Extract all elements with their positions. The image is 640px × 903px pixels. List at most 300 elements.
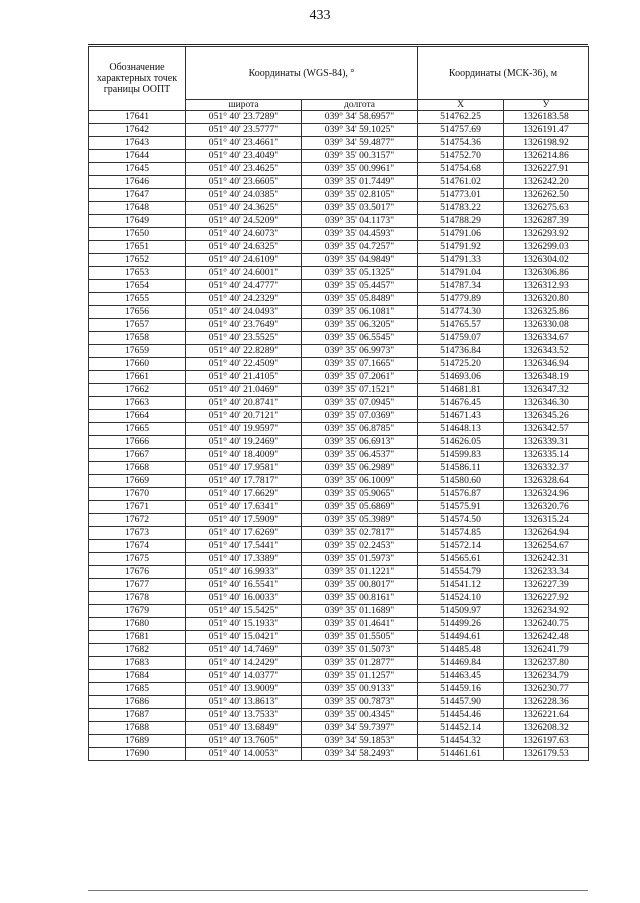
latitude-cell: 051° 40' 20.8741" xyxy=(186,397,302,410)
y-cell: 1326191.47 xyxy=(504,124,589,137)
x-cell: 514469.84 xyxy=(418,657,504,670)
y-cell: 1326332.37 xyxy=(504,462,589,475)
table-row xyxy=(89,670,589,683)
point-id-cell: 17666 xyxy=(89,436,186,449)
y-cell: 1326275.63 xyxy=(504,202,589,215)
y-cell: 1326330.08 xyxy=(504,319,589,332)
x-cell: 514676.45 xyxy=(418,397,504,410)
table-row xyxy=(89,579,589,592)
point-id-cell: 17685 xyxy=(89,683,186,696)
longitude-cell: 039° 35' 05.6869" xyxy=(302,501,418,514)
table-row xyxy=(89,267,589,280)
y-cell: 1326304.02 xyxy=(504,254,589,267)
table-row xyxy=(89,735,589,748)
point-id-cell: 17675 xyxy=(89,553,186,566)
longitude-cell: 039° 35' 01.1221" xyxy=(302,566,418,579)
y-cell: 1326320.80 xyxy=(504,293,589,306)
point-id-cell: 17674 xyxy=(89,540,186,553)
latitude-cell: 051° 40' 24.6109" xyxy=(186,254,302,267)
latitude-cell: 051° 40' 13.7605" xyxy=(186,735,302,748)
table-row xyxy=(89,644,589,657)
point-id-cell: 17654 xyxy=(89,280,186,293)
point-id-cell: 17647 xyxy=(89,189,186,202)
latitude-cell: 051° 40' 13.8613" xyxy=(186,696,302,709)
longitude-cell: 039° 35' 06.9973" xyxy=(302,345,418,358)
table-row xyxy=(89,475,589,488)
table-row xyxy=(89,449,589,462)
point-id-cell: 17651 xyxy=(89,241,186,254)
table-row xyxy=(89,514,589,527)
bottom-rule xyxy=(88,890,588,891)
latitude-cell: 051° 40' 14.0377" xyxy=(186,670,302,683)
latitude-cell: 051° 40' 14.2429" xyxy=(186,657,302,670)
latitude-cell: 051° 40' 17.6629" xyxy=(186,488,302,501)
y-cell: 1326234.79 xyxy=(504,670,589,683)
longitude-cell: 039° 35' 00.8017" xyxy=(302,579,418,592)
latitude-cell: 051° 40' 24.3625" xyxy=(186,202,302,215)
latitude-cell: 051° 40' 19.2469" xyxy=(186,436,302,449)
latitude-cell: 051° 40' 19.9597" xyxy=(186,423,302,436)
longitude-cell: 039° 35' 01.5505" xyxy=(302,631,418,644)
table-row xyxy=(89,176,589,189)
latitude-cell: 051° 40' 23.4049" xyxy=(186,150,302,163)
longitude-cell: 039° 35' 06.6913" xyxy=(302,436,418,449)
table-row xyxy=(89,527,589,540)
point-id-cell: 17677 xyxy=(89,579,186,592)
latitude-cell: 051° 40' 23.4625" xyxy=(186,163,302,176)
x-cell: 514576.87 xyxy=(418,488,504,501)
point-id-cell: 17645 xyxy=(89,163,186,176)
point-id-cell: 17686 xyxy=(89,696,186,709)
point-id-cell: 17652 xyxy=(89,254,186,267)
longitude-cell: 039° 35' 05.9065" xyxy=(302,488,418,501)
table-row xyxy=(89,748,589,761)
latitude-cell: 051° 40' 21.0469" xyxy=(186,384,302,397)
table-row xyxy=(89,553,589,566)
point-id-cell: 17689 xyxy=(89,735,186,748)
longitude-cell: 039° 35' 05.8489" xyxy=(302,293,418,306)
x-cell: 514454.32 xyxy=(418,735,504,748)
table-row xyxy=(89,618,589,631)
point-id-cell: 17664 xyxy=(89,410,186,423)
y-cell: 1326242.48 xyxy=(504,631,589,644)
x-cell: 514783.22 xyxy=(418,202,504,215)
y-cell: 1326312.93 xyxy=(504,280,589,293)
header-y: У xyxy=(504,100,589,111)
longitude-cell: 039° 35' 02.2453" xyxy=(302,540,418,553)
table-row xyxy=(89,592,589,605)
latitude-cell: 051° 40' 23.7649" xyxy=(186,319,302,332)
y-cell: 1326227.91 xyxy=(504,163,589,176)
longitude-cell: 039° 35' 00.3157" xyxy=(302,150,418,163)
x-cell: 514681.81 xyxy=(418,384,504,397)
point-id-cell: 17658 xyxy=(89,332,186,345)
x-cell: 514509.97 xyxy=(418,605,504,618)
y-cell: 1326348.19 xyxy=(504,371,589,384)
table-row xyxy=(89,722,589,735)
point-id-cell: 17669 xyxy=(89,475,186,488)
table-row xyxy=(89,150,589,163)
y-cell: 1326230.77 xyxy=(504,683,589,696)
table-row xyxy=(89,501,589,514)
point-id-cell: 17641 xyxy=(89,111,186,124)
longitude-cell: 039° 35' 06.2989" xyxy=(302,462,418,475)
latitude-cell: 051° 40' 24.6325" xyxy=(186,241,302,254)
point-id-cell: 17668 xyxy=(89,462,186,475)
x-cell: 514791.06 xyxy=(418,228,504,241)
x-cell: 514736.84 xyxy=(418,345,504,358)
x-cell: 514565.61 xyxy=(418,553,504,566)
y-cell: 1326306.86 xyxy=(504,267,589,280)
table-row xyxy=(89,202,589,215)
x-cell: 514457.90 xyxy=(418,696,504,709)
longitude-cell: 039° 34' 58.6957" xyxy=(302,111,418,124)
x-cell: 514574.50 xyxy=(418,514,504,527)
longitude-cell: 039° 35' 04.1173" xyxy=(302,215,418,228)
latitude-cell: 051° 40' 15.5425" xyxy=(186,605,302,618)
y-cell: 1326346.94 xyxy=(504,358,589,371)
latitude-cell: 051° 40' 13.7533" xyxy=(186,709,302,722)
longitude-cell: 039° 35' 07.2061" xyxy=(302,371,418,384)
x-cell: 514693.06 xyxy=(418,371,504,384)
longitude-cell: 039° 35' 01.1257" xyxy=(302,670,418,683)
point-id-cell: 17690 xyxy=(89,748,186,761)
y-cell: 1326287.39 xyxy=(504,215,589,228)
x-cell: 514791.04 xyxy=(418,267,504,280)
longitude-cell: 039° 35' 06.8785" xyxy=(302,423,418,436)
latitude-cell: 051° 40' 13.9009" xyxy=(186,683,302,696)
latitude-cell: 051° 40' 24.6073" xyxy=(186,228,302,241)
point-id-cell: 17683 xyxy=(89,657,186,670)
latitude-cell: 051° 40' 13.6849" xyxy=(186,722,302,735)
longitude-cell: 039° 35' 04.9849" xyxy=(302,254,418,267)
longitude-cell: 039° 35' 00.9961" xyxy=(302,163,418,176)
y-cell: 1326346.30 xyxy=(504,397,589,410)
table-row xyxy=(89,358,589,371)
point-id-cell: 17657 xyxy=(89,319,186,332)
latitude-cell: 051° 40' 23.4661" xyxy=(186,137,302,150)
longitude-cell: 039° 35' 06.1009" xyxy=(302,475,418,488)
latitude-cell: 051° 40' 17.5441" xyxy=(186,540,302,553)
table-row xyxy=(89,332,589,345)
y-cell: 1326221.64 xyxy=(504,709,589,722)
x-cell: 514454.46 xyxy=(418,709,504,722)
point-id-cell: 17678 xyxy=(89,592,186,605)
latitude-cell: 051° 40' 17.5909" xyxy=(186,514,302,527)
longitude-cell: 039° 35' 01.5973" xyxy=(302,553,418,566)
x-cell: 514671.43 xyxy=(418,410,504,423)
coordinates-table xyxy=(88,46,589,761)
table-row xyxy=(89,488,589,501)
latitude-cell: 051° 40' 24.0385" xyxy=(186,189,302,202)
y-cell: 1326262.50 xyxy=(504,189,589,202)
longitude-cell: 039° 35' 05.4457" xyxy=(302,280,418,293)
latitude-cell: 051° 40' 24.2329" xyxy=(186,293,302,306)
header-wgs84: Координаты (WGS-84), ° xyxy=(186,47,418,100)
x-cell: 514541.12 xyxy=(418,579,504,592)
point-id-cell: 17649 xyxy=(89,215,186,228)
table-row xyxy=(89,605,589,618)
table-row xyxy=(89,345,589,358)
header-x: X xyxy=(418,100,504,111)
y-cell: 1326234.92 xyxy=(504,605,589,618)
x-cell: 514774.30 xyxy=(418,306,504,319)
longitude-cell: 039° 35' 02.7817" xyxy=(302,527,418,540)
longitude-cell: 039° 35' 01.7449" xyxy=(302,176,418,189)
point-id-cell: 17659 xyxy=(89,345,186,358)
y-cell: 1326214.86 xyxy=(504,150,589,163)
point-id-cell: 17662 xyxy=(89,384,186,397)
x-cell: 514574.85 xyxy=(418,527,504,540)
y-cell: 1326343.52 xyxy=(504,345,589,358)
point-id-cell: 17687 xyxy=(89,709,186,722)
y-cell: 1326345.26 xyxy=(504,410,589,423)
table-row xyxy=(89,566,589,579)
table-row xyxy=(89,306,589,319)
latitude-cell: 051° 40' 22.8289" xyxy=(186,345,302,358)
longitude-cell: 039° 35' 01.2877" xyxy=(302,657,418,670)
latitude-cell: 051° 40' 24.0493" xyxy=(186,306,302,319)
point-id-cell: 17670 xyxy=(89,488,186,501)
longitude-cell: 039° 35' 01.1689" xyxy=(302,605,418,618)
table-row xyxy=(89,410,589,423)
point-id-cell: 17650 xyxy=(89,228,186,241)
table-row xyxy=(89,280,589,293)
longitude-cell: 039° 35' 03.5017" xyxy=(302,202,418,215)
point-id-cell: 17643 xyxy=(89,137,186,150)
point-id-cell: 17665 xyxy=(89,423,186,436)
latitude-cell: 051° 40' 17.9581" xyxy=(186,462,302,475)
longitude-cell: 039° 35' 06.5545" xyxy=(302,332,418,345)
y-cell: 1326254.67 xyxy=(504,540,589,553)
x-cell: 514754.36 xyxy=(418,137,504,150)
longitude-cell: 039° 35' 00.7873" xyxy=(302,696,418,709)
y-cell: 1326347.32 xyxy=(504,384,589,397)
y-cell: 1326342.57 xyxy=(504,423,589,436)
longitude-cell: 039° 35' 02.8105" xyxy=(302,189,418,202)
table-row xyxy=(89,540,589,553)
table-row xyxy=(89,436,589,449)
y-cell: 1326325.86 xyxy=(504,306,589,319)
longitude-cell: 039° 35' 05.1325" xyxy=(302,267,418,280)
x-cell: 514586.11 xyxy=(418,462,504,475)
point-id-cell: 17682 xyxy=(89,644,186,657)
table-row xyxy=(89,293,589,306)
point-id-cell: 17673 xyxy=(89,527,186,540)
latitude-cell: 051° 40' 15.1933" xyxy=(186,618,302,631)
point-id-cell: 17676 xyxy=(89,566,186,579)
latitude-cell: 051° 40' 16.9933" xyxy=(186,566,302,579)
header-point-designation: Обозначение характерных точек границы ООПТ xyxy=(89,47,186,111)
x-cell: 514459.16 xyxy=(418,683,504,696)
longitude-cell: 039° 35' 07.0369" xyxy=(302,410,418,423)
longitude-cell: 039° 35' 06.1081" xyxy=(302,306,418,319)
latitude-cell: 051° 40' 18.4009" xyxy=(186,449,302,462)
longitude-cell: 039° 35' 07.0945" xyxy=(302,397,418,410)
table-row xyxy=(89,462,589,475)
longitude-cell: 039° 35' 00.9133" xyxy=(302,683,418,696)
latitude-cell: 051° 40' 15.0421" xyxy=(186,631,302,644)
x-cell: 514762.25 xyxy=(418,111,504,124)
y-cell: 1326233.34 xyxy=(504,566,589,579)
latitude-cell: 051° 40' 22.4509" xyxy=(186,358,302,371)
x-cell: 514773.01 xyxy=(418,189,504,202)
point-id-cell: 17646 xyxy=(89,176,186,189)
y-cell: 1326242.31 xyxy=(504,553,589,566)
x-cell: 514485.48 xyxy=(418,644,504,657)
x-cell: 514580.60 xyxy=(418,475,504,488)
point-id-cell: 17656 xyxy=(89,306,186,319)
y-cell: 1326293.92 xyxy=(504,228,589,241)
x-cell: 514626.05 xyxy=(418,436,504,449)
point-id-cell: 17680 xyxy=(89,618,186,631)
latitude-cell: 051° 40' 16.0033" xyxy=(186,592,302,605)
longitude-cell: 039° 35' 00.8161" xyxy=(302,592,418,605)
latitude-cell: 051° 40' 14.0053" xyxy=(186,748,302,761)
y-cell: 1326227.92 xyxy=(504,592,589,605)
header-latitude: широта xyxy=(186,100,302,111)
point-id-cell: 17667 xyxy=(89,449,186,462)
y-cell: 1326197.63 xyxy=(504,735,589,748)
x-cell: 514572.14 xyxy=(418,540,504,553)
y-cell: 1326299.03 xyxy=(504,241,589,254)
latitude-cell: 051° 40' 23.7289" xyxy=(186,111,302,124)
table-row xyxy=(89,371,589,384)
latitude-cell: 051° 40' 21.4105" xyxy=(186,371,302,384)
longitude-cell: 039° 34' 59.7397" xyxy=(302,722,418,735)
y-cell: 1326242.20 xyxy=(504,176,589,189)
y-cell: 1326228.36 xyxy=(504,696,589,709)
latitude-cell: 051° 40' 24.5209" xyxy=(186,215,302,228)
x-cell: 514757.69 xyxy=(418,124,504,137)
longitude-cell: 039° 34' 59.1025" xyxy=(302,124,418,137)
point-id-cell: 17642 xyxy=(89,124,186,137)
longitude-cell: 039° 35' 07.1665" xyxy=(302,358,418,371)
longitude-cell: 039° 35' 06.4537" xyxy=(302,449,418,462)
latitude-cell: 051° 40' 17.7817" xyxy=(186,475,302,488)
point-id-cell: 17661 xyxy=(89,371,186,384)
point-id-cell: 17688 xyxy=(89,722,186,735)
x-cell: 514599.83 xyxy=(418,449,504,462)
table-row xyxy=(89,124,589,137)
y-cell: 1326339.31 xyxy=(504,436,589,449)
latitude-cell: 051° 40' 14.7469" xyxy=(186,644,302,657)
longitude-cell: 039° 35' 01.5073" xyxy=(302,644,418,657)
longitude-cell: 039° 34' 59.1853" xyxy=(302,735,418,748)
longitude-cell: 039° 35' 07.1521" xyxy=(302,384,418,397)
point-id-cell: 17679 xyxy=(89,605,186,618)
x-cell: 514779.89 xyxy=(418,293,504,306)
top-rule xyxy=(88,44,588,45)
x-cell: 514752.70 xyxy=(418,150,504,163)
table-row xyxy=(89,163,589,176)
longitude-cell: 039° 35' 04.7257" xyxy=(302,241,418,254)
table-row xyxy=(89,319,589,332)
x-cell: 514554.79 xyxy=(418,566,504,579)
longitude-cell: 039° 35' 00.4345" xyxy=(302,709,418,722)
y-cell: 1326208.32 xyxy=(504,722,589,735)
table-row xyxy=(89,384,589,397)
latitude-cell: 051° 40' 24.4777" xyxy=(186,280,302,293)
x-cell: 514791.92 xyxy=(418,241,504,254)
latitude-cell: 051° 40' 17.6269" xyxy=(186,527,302,540)
table-row xyxy=(89,397,589,410)
x-cell: 514754.68 xyxy=(418,163,504,176)
point-id-cell: 17648 xyxy=(89,202,186,215)
table-row xyxy=(89,241,589,254)
point-id-cell: 17671 xyxy=(89,501,186,514)
point-id-cell: 17655 xyxy=(89,293,186,306)
page-number: 433 xyxy=(309,8,331,23)
table-row xyxy=(89,696,589,709)
y-cell: 1326320.76 xyxy=(504,501,589,514)
header-longitude: долгота xyxy=(302,100,418,111)
y-cell: 1326198.92 xyxy=(504,137,589,150)
y-cell: 1326241.79 xyxy=(504,644,589,657)
y-cell: 1326179.53 xyxy=(504,748,589,761)
point-id-cell: 17684 xyxy=(89,670,186,683)
y-cell: 1326328.64 xyxy=(504,475,589,488)
table-row xyxy=(89,631,589,644)
point-id-cell: 17681 xyxy=(89,631,186,644)
y-cell: 1326227.39 xyxy=(504,579,589,592)
longitude-cell: 039° 35' 05.3989" xyxy=(302,514,418,527)
longitude-cell: 039° 34' 58.2493" xyxy=(302,748,418,761)
longitude-cell: 039° 35' 01.4641" xyxy=(302,618,418,631)
y-cell: 1326183.58 xyxy=(504,111,589,124)
y-cell: 1326324.96 xyxy=(504,488,589,501)
x-cell: 514452.14 xyxy=(418,722,504,735)
y-cell: 1326237.80 xyxy=(504,657,589,670)
latitude-cell: 051° 40' 23.5777" xyxy=(186,124,302,137)
x-cell: 514725.20 xyxy=(418,358,504,371)
longitude-cell: 039° 35' 04.4593" xyxy=(302,228,418,241)
point-id-cell: 17653 xyxy=(89,267,186,280)
y-cell: 1326334.67 xyxy=(504,332,589,345)
table-body xyxy=(89,111,589,761)
point-id-cell: 17644 xyxy=(89,150,186,163)
point-id-cell: 17660 xyxy=(89,358,186,371)
latitude-cell: 051° 40' 20.7121" xyxy=(186,410,302,423)
latitude-cell: 051° 40' 17.6341" xyxy=(186,501,302,514)
x-cell: 514788.29 xyxy=(418,215,504,228)
latitude-cell: 051° 40' 16.5541" xyxy=(186,579,302,592)
table-row xyxy=(89,189,589,202)
latitude-cell: 051° 40' 24.6001" xyxy=(186,267,302,280)
header-msk36: Координаты (МСК-36), м xyxy=(418,47,589,100)
x-cell: 514494.61 xyxy=(418,631,504,644)
table-row xyxy=(89,657,589,670)
x-cell: 514648.13 xyxy=(418,423,504,436)
x-cell: 514524.10 xyxy=(418,592,504,605)
x-cell: 514787.34 xyxy=(418,280,504,293)
x-cell: 514461.61 xyxy=(418,748,504,761)
y-cell: 1326335.14 xyxy=(504,449,589,462)
table-row xyxy=(89,683,589,696)
x-cell: 514791.33 xyxy=(418,254,504,267)
x-cell: 514499.26 xyxy=(418,618,504,631)
table-row xyxy=(89,111,589,124)
latitude-cell: 051° 40' 23.5525" xyxy=(186,332,302,345)
y-cell: 1326240.75 xyxy=(504,618,589,631)
point-id-cell: 17672 xyxy=(89,514,186,527)
y-cell: 1326264.94 xyxy=(504,527,589,540)
table-row xyxy=(89,254,589,267)
x-cell: 514759.07 xyxy=(418,332,504,345)
table-row xyxy=(89,215,589,228)
point-id-cell: 17663 xyxy=(89,397,186,410)
x-cell: 514575.91 xyxy=(418,501,504,514)
